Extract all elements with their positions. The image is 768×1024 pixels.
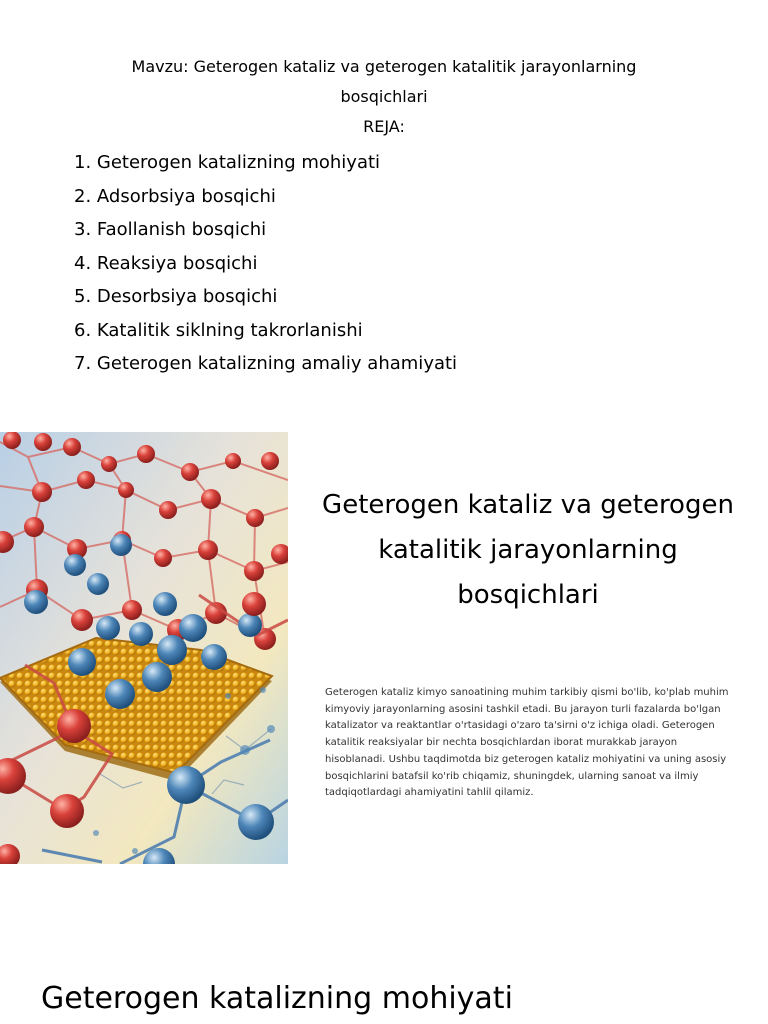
catalyst-surface-illustration [0, 432, 288, 864]
plan-item: 5. Desorbsiya bosqichi [74, 286, 278, 307]
plan-item: 7. Geterogen katalizning amaliy ahamiyati [74, 353, 458, 374]
plan-list [74, 146, 457, 381]
plan-item: 4. Reaksiya bosqichi [74, 252, 258, 274]
plan-label: REJA: [363, 117, 405, 136]
topic-line: Mavzu: Geterogen kataliz va geterogen katalitik jarayonlarning bosqichlari [131, 57, 637, 106]
plan-item: 6. Katalitik siklning takrorlanishi [74, 319, 363, 341]
plan-item: 3. Faollanish bosqichi [74, 219, 267, 240]
intro-paragraph: Geterogen kataliz kimyo sanoatining muhim tarkibiy qismi bo'lib, ko'plab muhim kimyoviy jarayonlarning asosini tashkil etadi. Bu jarayon turli fazalarda bo'lgan katalizator va reaktantlar o'rtasidagi o'zaro ta'sirni o'z ichiga oladi. Geterogen katalitik reaksiyalar bir nechta bosqichlardan iborat murakkab jarayon hisoblanadi. Ushbu taqdimotda biz geterogen kataliz mohiyatini va uning asosiy bosqichlarini batafsil ko'rib chiqamiz, shuningdek, ularning sanoat va ilmiy tadqiqotlardagi ahamiyatini tahlil qilamiz. [325, 687, 729, 799]
plan-item: 2. Adsorbsiya bosqichi [74, 185, 276, 207]
plan-item: 1. Geterogen katalizning mohiyati [74, 152, 381, 173]
section-heading: Geterogen katalizning mohiyati [41, 981, 513, 1016]
slide-title: Geterogen kataliz va geterogen katalitik jarayonlarning bosqichlari [322, 490, 734, 610]
